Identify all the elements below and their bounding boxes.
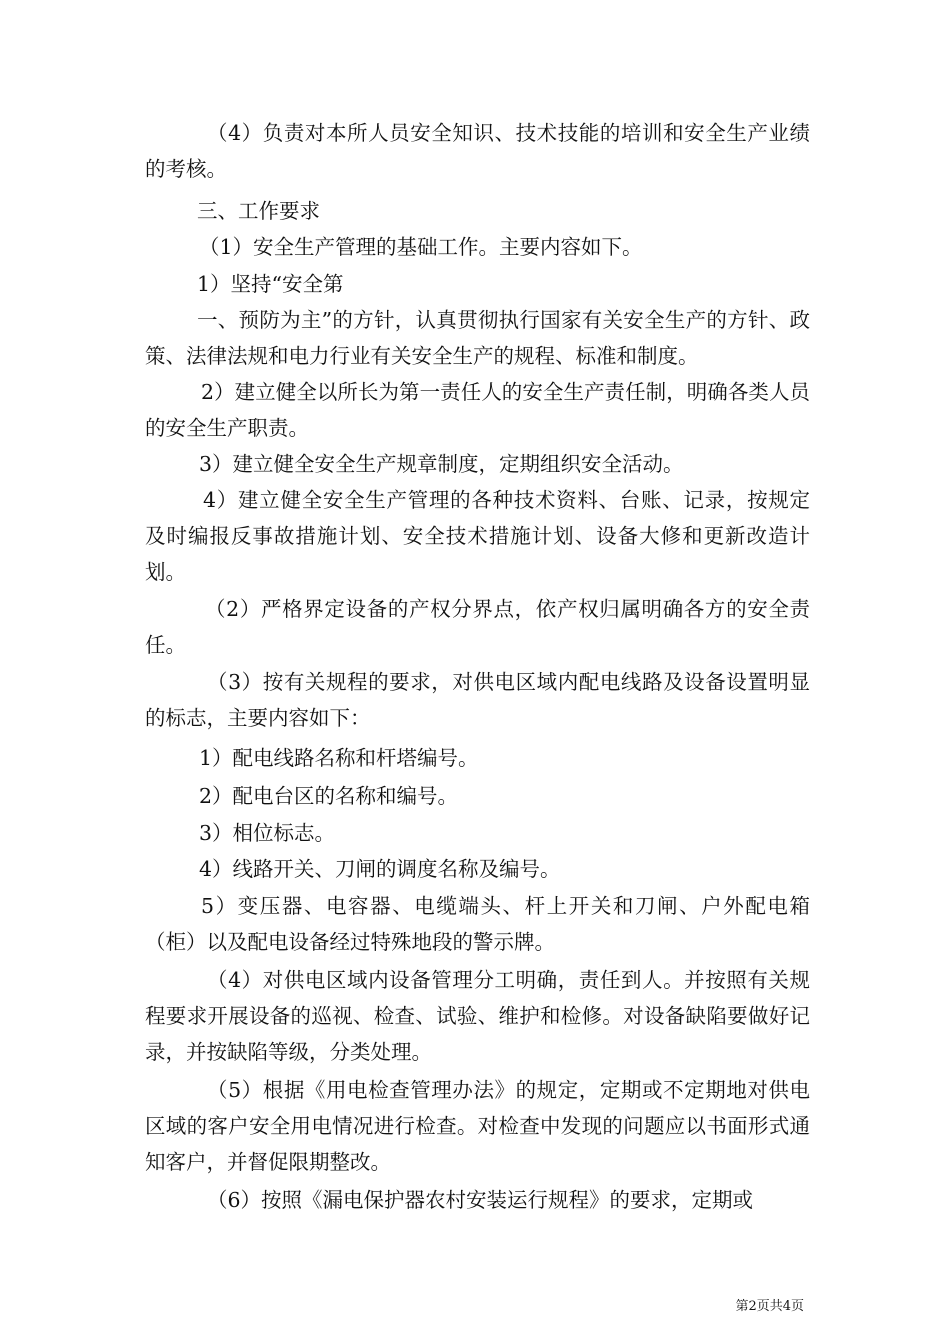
paragraph-3: （1）安全生产管理的基础工作。主要内容如下。: [199, 235, 643, 259]
page-number: 第2页共4页: [735, 1299, 804, 1314]
section-heading: 三、工作要求: [197, 199, 320, 223]
paragraph-10: （3）按有关规程的要求，对供电区域内配电线路及设备设置明显的标志，主要内容如下：: [145, 670, 810, 730]
paragraph-9: （2）严格界定设备的产权分界点，依产权归属明确各方的安全责任。: [145, 597, 810, 657]
paragraph-8: 4）建立健全安全生产管理的各种技术资料、台账、记录，按规定及时编报反事故措施计划、安全技术措施计划、设备大修和更新改造计划。: [145, 488, 810, 584]
paragraph-16: （4）对供电区域内设备管理分工明确，责任到人。并按照有关规程要求开展设备的巡视、检查、试验、维护和检修。对设备缺陷要做好记录，并按缺陷等级，分类处理。: [145, 968, 810, 1064]
paragraph-13: 3）相位标志。: [199, 821, 336, 845]
paragraph-11: 1）配电线路名称和杆塔编号。: [199, 746, 479, 770]
paragraph-15: 5）变压器、电容器、电缆端头、杆上开关和刀闸、户外配电箱（柜）以及配电设备经过特殊地段的警示牌。: [145, 894, 810, 954]
paragraph-14: 4）线路开关、刀闸的调度名称及编号。: [199, 857, 561, 881]
paragraph-1: （4）负责对本所人员安全知识、技术技能的培训和安全生产业绩的考核。: [145, 121, 810, 181]
paragraph-6: 2）建立健全以所长为第一责任人的安全生产责任制，明确各类人员的安全生产职责。: [145, 380, 810, 440]
paragraph-12: 2）配电台区的名称和编号。: [199, 784, 459, 808]
paragraph-4: 1）坚持“安全第: [197, 272, 344, 296]
paragraph-18: （6）按照《漏电保护器农村安装运行规程》的要求，定期或: [207, 1188, 754, 1212]
paragraph-5: 一、预防为主”的方针，认真贯彻执行国家有关安全生产的方针、政策、法律法规和电力行业有关安全生产的规程、标准和制度。: [145, 308, 810, 368]
paragraph-17: （5）根据《用电检查管理办法》的规定，定期或不定期地对供电区域的客户安全用电情况进行检查。对检查中发现的问题应以书面形式通知客户，并督促限期整改。: [145, 1078, 810, 1174]
paragraph-7: 3）建立健全安全生产规章制度，定期组织安全活动。: [199, 452, 684, 476]
